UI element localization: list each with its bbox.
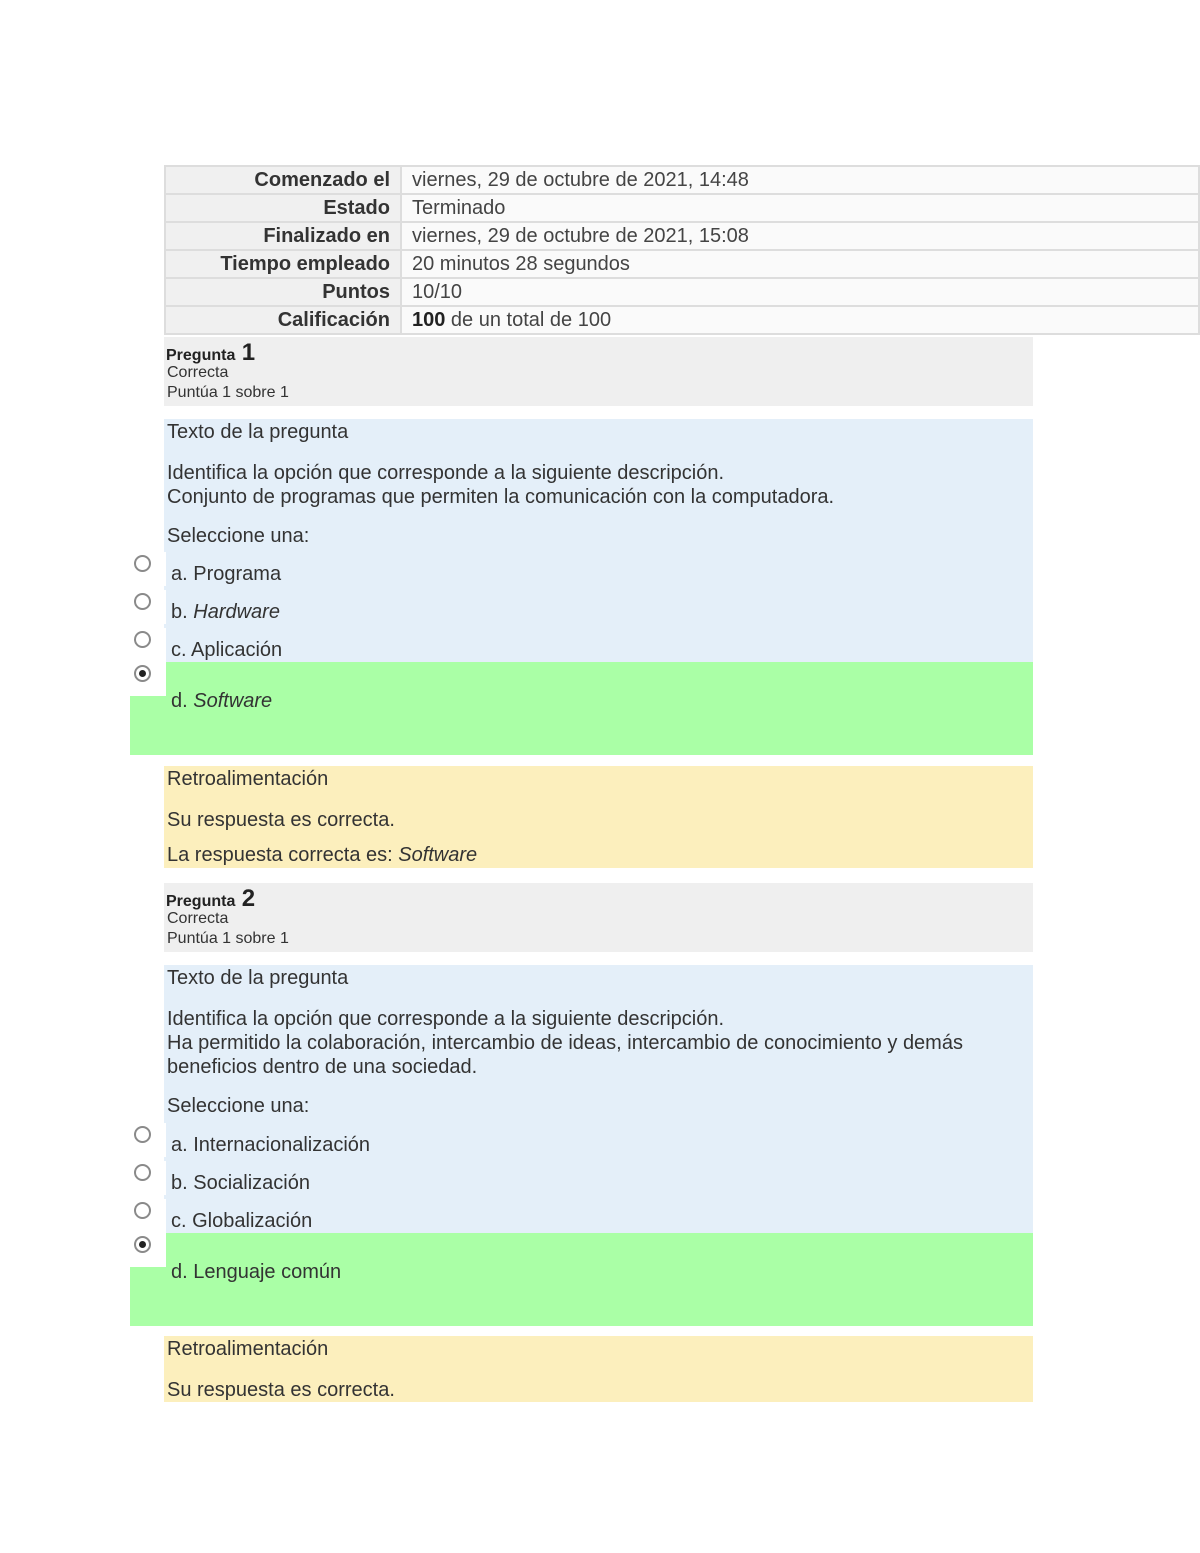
radio-button[interactable]: [134, 1202, 151, 1219]
question-number: 1: [241, 339, 256, 366]
select-one-prompt: Seleccione una:: [167, 525, 310, 547]
radio-slot: [130, 662, 166, 696]
question-2-title: [166, 885, 255, 913]
question-2-option-c[interactable]: [130, 1199, 1033, 1233]
question-body-line: Ha permitido la colaboración, intercambio de ideas, intercambio de conocimiento y demás: [167, 1032, 963, 1054]
feedback-label: Retroalimentación: [167, 768, 329, 790]
points-value: 10/10: [401, 278, 1199, 306]
started-value: viernes, 29 de octubre de 2021, 14:48: [401, 166, 1199, 194]
finished-label: Finalizado en: [165, 222, 401, 250]
option-label: [171, 563, 281, 586]
points-label: Puntos: [165, 278, 401, 306]
option-text: Software: [193, 690, 273, 712]
option-prefix: b.: [171, 601, 194, 623]
option-label: [171, 1261, 341, 1284]
option-prefix: c.: [171, 1210, 193, 1232]
radio-slot: [130, 1123, 166, 1157]
grade-label: Calificación: [165, 306, 401, 334]
option-label: [171, 1172, 310, 1195]
radio-button[interactable]: [134, 631, 151, 648]
question-1-feedback: [164, 766, 1033, 868]
feedback-right-answer: [167, 844, 477, 867]
option-prefix: d.: [171, 690, 194, 712]
question-1-info: [164, 337, 1033, 406]
option-label: [171, 601, 280, 624]
question-text-label: Texto de la pregunta: [167, 967, 349, 989]
option-prefix: a.: [171, 563, 194, 585]
question-body-line: Identifica la opción que corresponde a la siguiente descripción.: [167, 462, 725, 484]
state-label: Estado: [165, 194, 401, 222]
option-prefix: c.: [171, 639, 192, 661]
radio-slot: [130, 590, 166, 624]
radio-button[interactable]: [134, 593, 151, 610]
option-text: Socialización: [193, 1172, 310, 1194]
question-text-label: Texto de la pregunta: [167, 421, 349, 443]
question-1-option-c[interactable]: [130, 628, 1033, 662]
summary-row-state: [165, 194, 1199, 222]
question-number: 2: [241, 885, 256, 912]
feedback-general: Su respuesta es correcta.: [167, 809, 395, 831]
radio-slot: [130, 1199, 166, 1233]
option-text: Programa: [193, 563, 282, 585]
question-1-option-a[interactable]: [130, 552, 1033, 590]
radio-button[interactable]: [134, 1126, 151, 1143]
grade-total: de un total de 100: [445, 309, 612, 331]
question-2-body: [167, 1007, 963, 1079]
radio-button-selected[interactable]: [134, 665, 151, 682]
feedback-label: Retroalimentación: [167, 1338, 329, 1360]
question-1-option-d[interactable]: [130, 662, 1033, 755]
option-label: [171, 690, 272, 713]
option-prefix: d.: [171, 1261, 194, 1283]
option-label: [171, 1134, 370, 1157]
time-value: 20 minutos 28 segundos: [401, 250, 1199, 278]
question-2-option-b[interactable]: [130, 1161, 1033, 1199]
time-label: Tiempo empleado: [165, 250, 401, 278]
option-text: Lenguaje común: [193, 1261, 342, 1283]
grade-score: 100: [412, 309, 446, 331]
feedback-general: Su respuesta es correcta.: [167, 1379, 395, 1401]
question-1-state: Correcta: [167, 364, 229, 381]
question-1-body: [167, 461, 834, 509]
finished-value: viernes, 29 de octubre de 2021, 15:08: [401, 222, 1199, 250]
question-2-option-d[interactable]: [130, 1233, 1033, 1326]
radio-button-selected[interactable]: [134, 1236, 151, 1253]
radio-slot: [130, 1233, 166, 1267]
select-one-prompt: Seleccione una:: [167, 1095, 310, 1117]
summary-row-grade: [165, 306, 1199, 334]
option-text: Globalización: [192, 1210, 313, 1232]
question-body-line: beneficios dentro de una sociedad.: [167, 1056, 478, 1078]
question-2-feedback: [164, 1336, 1033, 1402]
question-title-label: Pregunta: [166, 347, 236, 364]
option-text: Hardware: [193, 601, 280, 623]
started-label: Comenzado el: [165, 166, 401, 194]
question-1-title: [166, 339, 255, 367]
feedback-right-prefix: La respuesta correcta es:: [167, 844, 399, 866]
option-text: Internacionalización: [193, 1134, 371, 1156]
attempt-summary-table: [164, 165, 1200, 335]
radio-button[interactable]: [134, 555, 151, 572]
option-prefix: a.: [171, 1134, 194, 1156]
grade-value: [401, 306, 1199, 334]
summary-row-started: [165, 166, 1199, 194]
question-2-info: [164, 883, 1033, 952]
question-title-label: Pregunta: [166, 893, 236, 910]
summary-row-finished: [165, 222, 1199, 250]
option-prefix: b.: [171, 1172, 194, 1194]
radio-slot: [130, 552, 166, 586]
question-1-grade: Puntúa 1 sobre 1: [167, 384, 289, 401]
summary-row-time: [165, 250, 1199, 278]
question-1-option-b[interactable]: [130, 590, 1033, 628]
question-body-line: Conjunto de programas que permiten la comunicación con la computadora.: [167, 486, 835, 508]
radio-slot: [130, 628, 166, 662]
question-2-state: Correcta: [167, 910, 229, 927]
option-label: [171, 639, 282, 662]
option-label: [171, 1210, 312, 1233]
feedback-right-value: Software: [398, 844, 478, 866]
question-2-grade: Puntúa 1 sobre 1: [167, 930, 289, 947]
question-body-line: Identifica la opción que corresponde a la siguiente descripción.: [167, 1008, 725, 1030]
option-text: Aplicación: [191, 639, 283, 661]
summary-row-points: [165, 278, 1199, 306]
radio-slot: [130, 1161, 166, 1195]
question-2-option-a[interactable]: [130, 1123, 1033, 1161]
state-value: Terminado: [401, 194, 1199, 222]
radio-button[interactable]: [134, 1164, 151, 1181]
